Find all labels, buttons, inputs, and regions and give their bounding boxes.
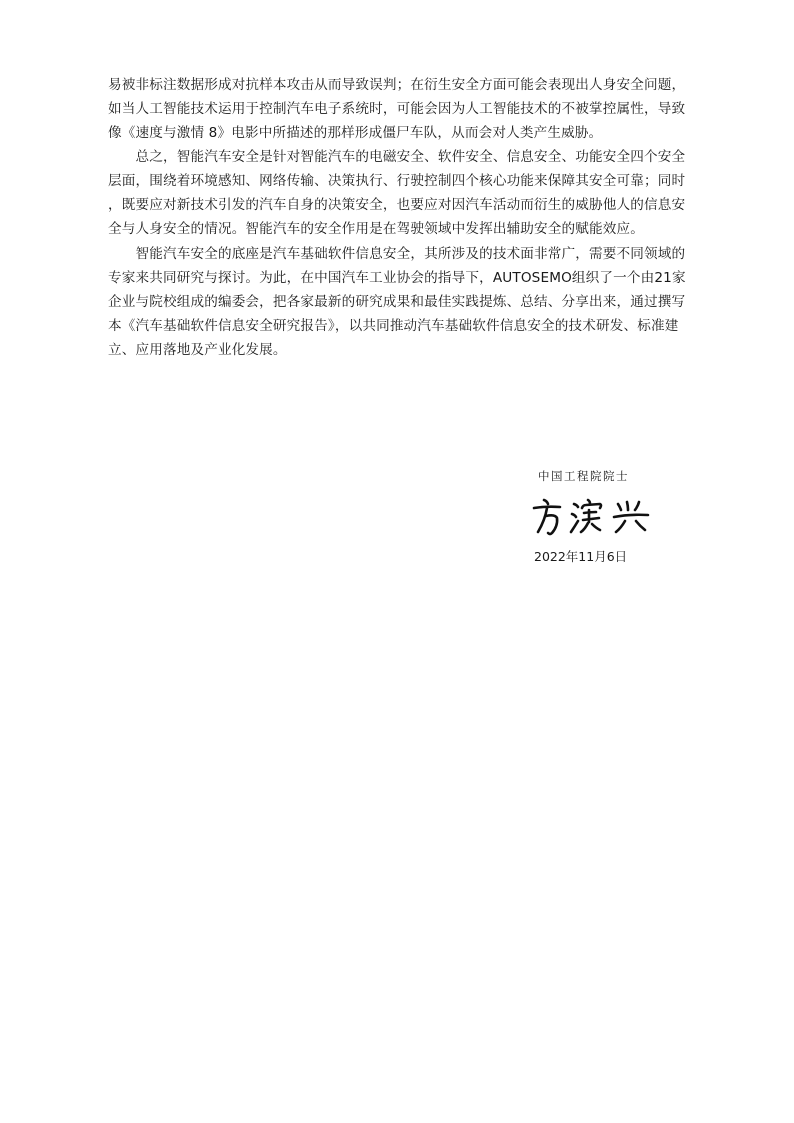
body-text-line: 智能汽车安全的底座是汽车基础软件信息安全，其所涉及的技术面非常广，需要不同领域的 [108, 246, 686, 262]
signature-date: 2022年11月6日 [534, 549, 628, 564]
body-text-line: 层面，围绕着环境感知、网络传输、决策执行、行驶控制四个核心功能来保障其安全可靠；同时 [108, 173, 686, 189]
body-text-line: 总之，智能汽车安全是针对智能汽车的电磁安全、软件安全、信息安全、功能安全四个安全 [108, 149, 686, 165]
body-text-line: 易被非标注数据形成对抗样本攻击从而导致误判；在衍生安全方面可能会表现出人身安全问题， [108, 77, 686, 93]
body-text-line: 企业与院校组成的编委会，把各家最新的研究成果和最佳实践提炼、总结、分享出来，通过撰写 [108, 294, 686, 310]
body-text-line: 立、应用落地及产业化发展。 [108, 342, 287, 358]
body-text-line: 本《汽车基础软件信息安全研究报告》，以共同推动汽车基础软件信息安全的技术研发、标准建 [108, 318, 679, 334]
handwritten-signature [530, 494, 665, 538]
body-text-line: 全与人身安全的情况。智能汽车的安全作用是在驾驶领域中发挥出辅助安全的赋能效应。 [108, 221, 645, 237]
body-text-line: 像《速度与激情 8》电影中所描述的那样形成僵尸车队，从而会对人类产生威胁。 [108, 125, 603, 141]
signer-title: 中国工程院院士 [538, 469, 629, 483]
signature-block [500, 466, 670, 566]
body-text-line: 专家来共同研究与探讨。为此，在中国汽车工业协会的指导下，AUTOSEMO组织了一个由21家 [108, 270, 686, 286]
body-text-line: 如当人工智能技术运用于控制汽车电子系统时，可能会因为人工智能技术的不被掌控属性，导致 [108, 101, 686, 117]
body-text-line: ，既要应对新技术引发的汽车自身的决策安全，也要应对因汽车活动而衍生的威胁他人的信息安 [108, 197, 686, 213]
